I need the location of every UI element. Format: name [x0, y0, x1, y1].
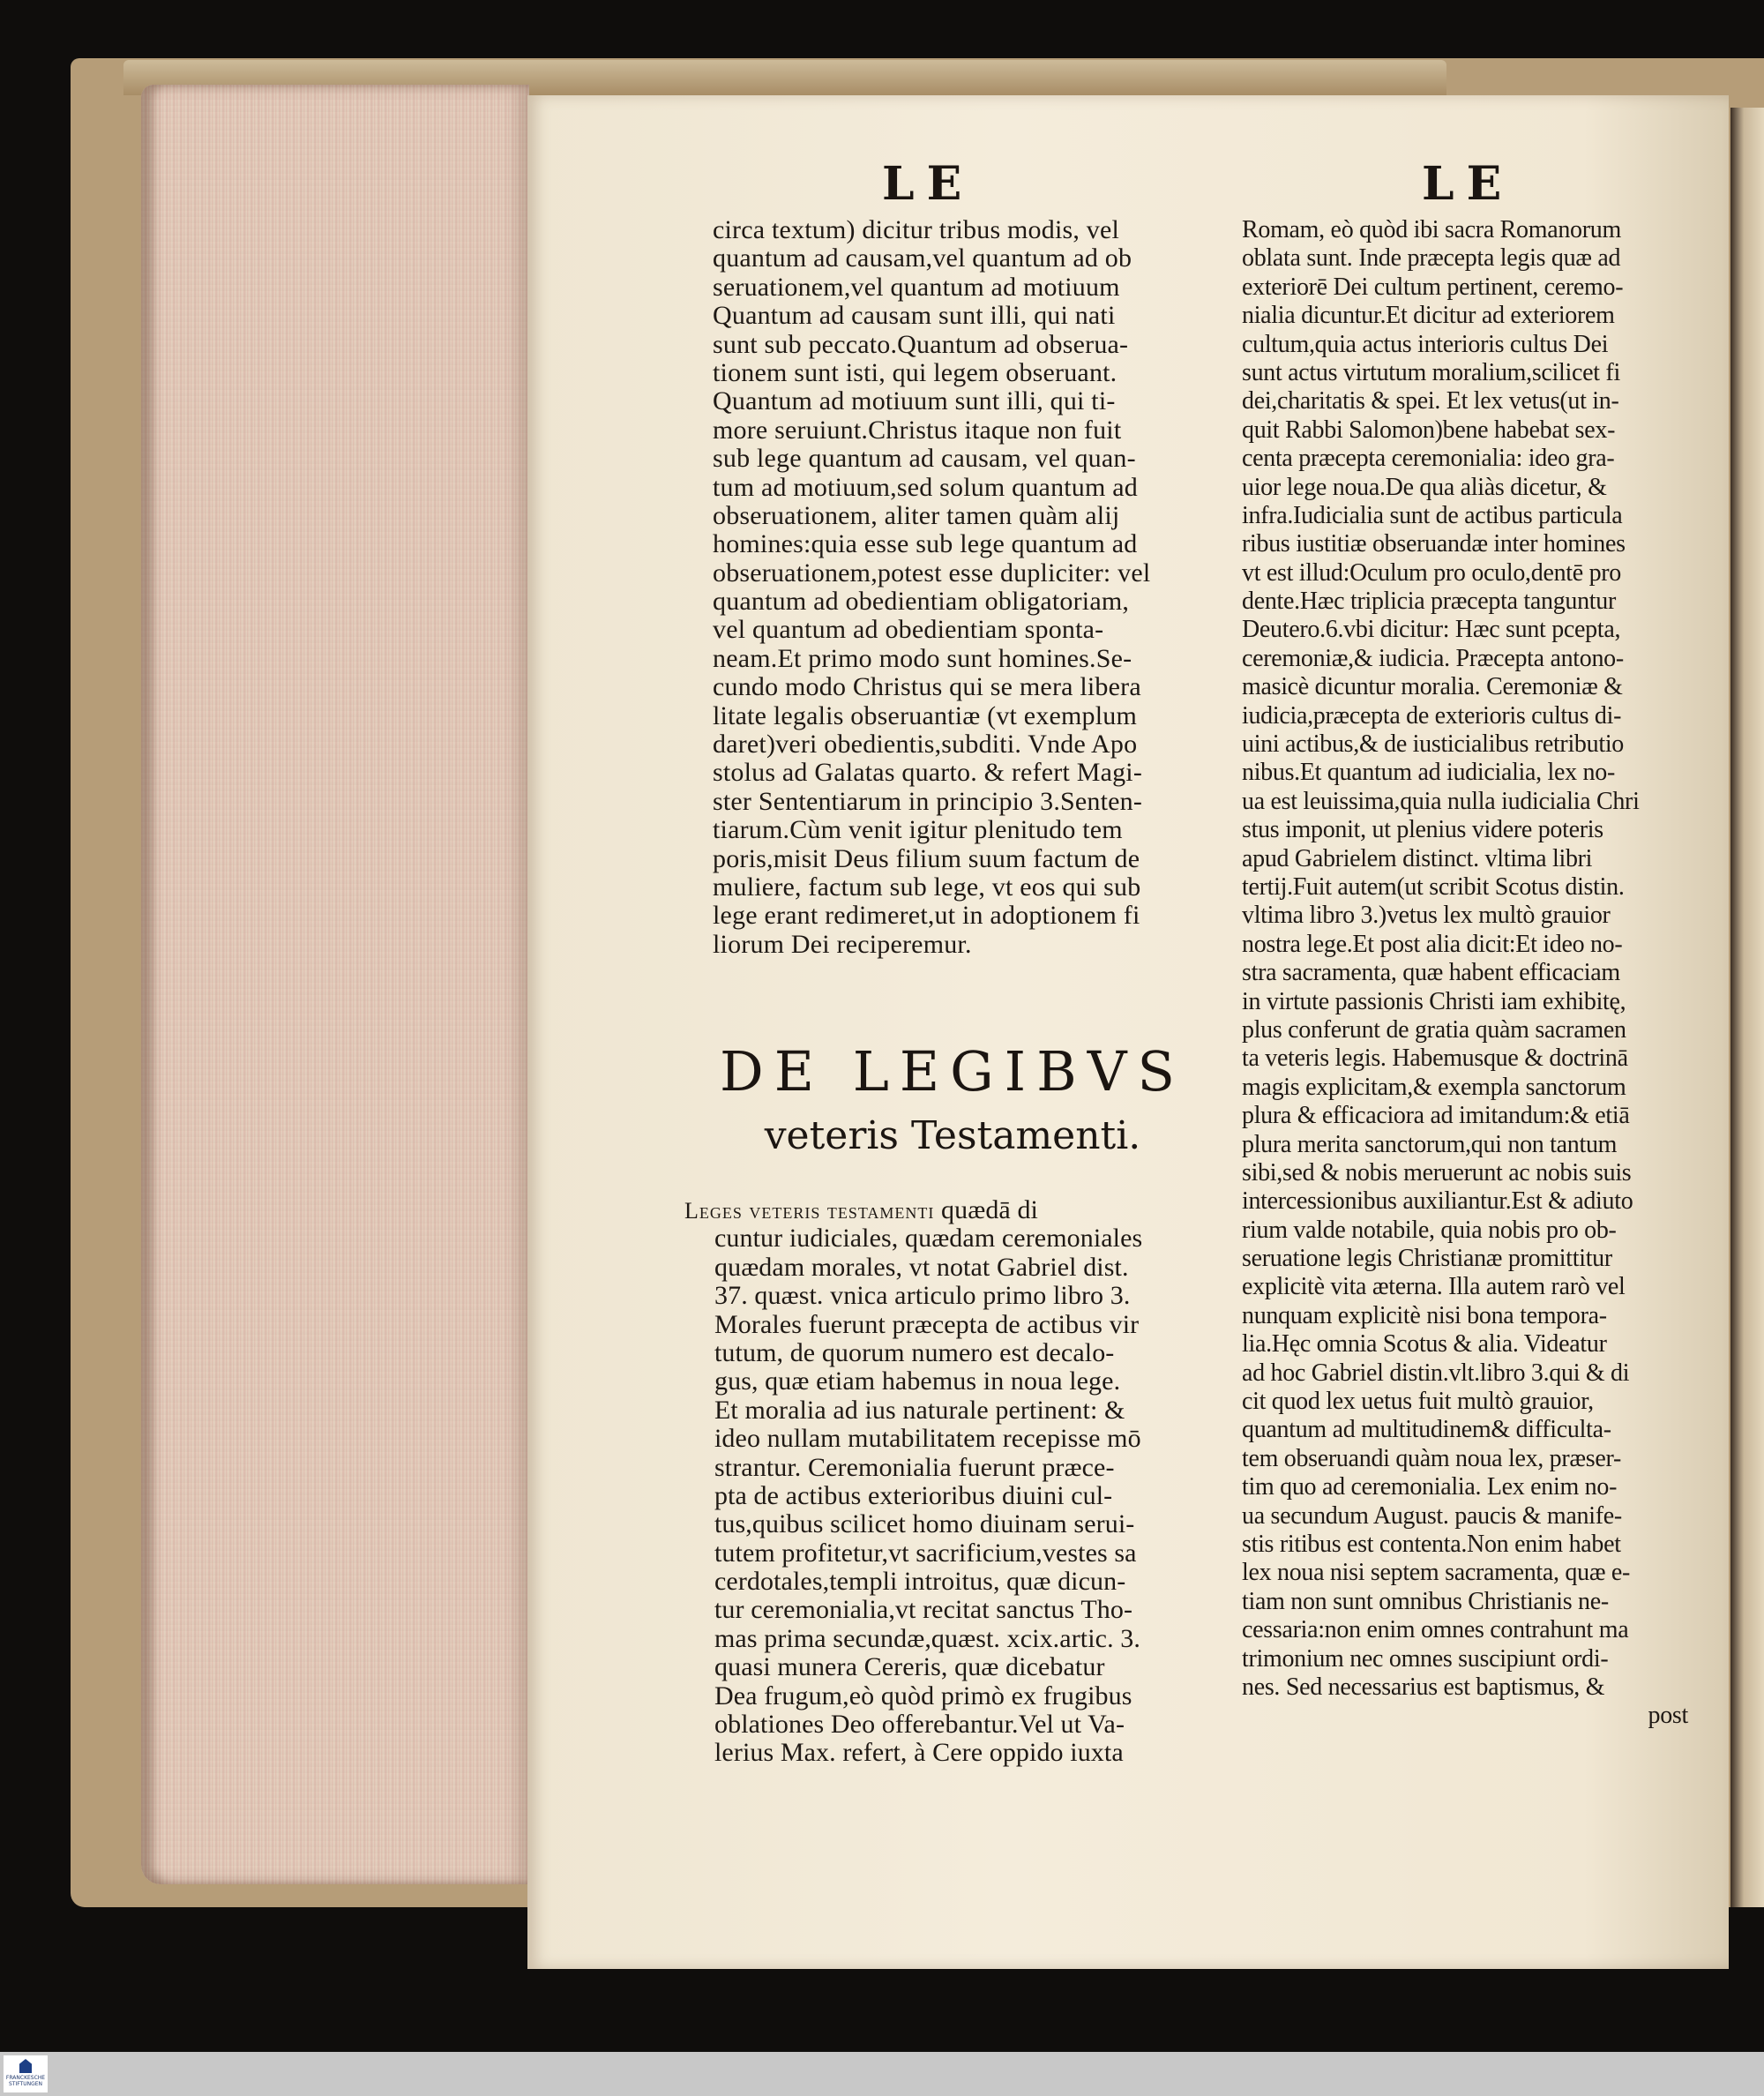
text-line: stis ritibus est contenta.Non enim habet	[1242, 1530, 1621, 1558]
text-line: exteriorē Dei cultum pertinent, ceremo-	[1242, 273, 1624, 301]
text-line: infra.Iudicialia sunt de actibus particula	[1242, 501, 1623, 529]
text-line: nostra lege.Et post alia dicit:Et ideo no-	[1242, 930, 1623, 958]
text-line: tiam non sunt omnibus Christianis ne-	[1242, 1587, 1609, 1615]
text-line: tem obseruandi quàm noua lex, præser-	[1242, 1444, 1621, 1472]
text-line: cultum,quia actus interioris cultus Dei	[1242, 330, 1609, 358]
section-title: DE LEGIBVS	[720, 1039, 1185, 1104]
text-line: tus,quibus scilicet homo diuinam serui-	[714, 1509, 1135, 1539]
text-line: quit Rabbi Salomon)bene habebat sex-	[1242, 415, 1616, 444]
text-line: litate legalis obseruantiæ (vt exemplum	[713, 700, 1138, 730]
text-line: in virtute passionis Christi iam exhibitę,	[1242, 987, 1626, 1015]
text-line: explicitè vita æterna. Illa autem rarò vel	[1242, 1273, 1626, 1301]
text-line: circa textum) dicitur tribus modis, vel	[713, 215, 1120, 244]
page-edges	[141, 85, 529, 1884]
text-line: mas prima secundæ,quæst. xcix.artic. 3.	[714, 1623, 1140, 1653]
text-line: ua est leuissima,quia nulla iudicialia Chri	[1242, 787, 1640, 815]
text-line: quantum ad causam,vel quantum ad ob	[713, 243, 1132, 273]
text-line: stra sacramenta, quæ habent efficaciam	[1242, 959, 1620, 987]
text-line: ua secundum August. paucis & manife-	[1242, 1501, 1622, 1530]
text-line: lerius Max. refert, à Cere oppido iuxta	[714, 1738, 1124, 1768]
text-line: ster Sententiarum in principio 3.Senten-	[713, 786, 1143, 816]
text-line: cessaria:non enim omnes contrahunt ma	[1242, 1616, 1629, 1644]
text-line: Dea frugum,eò quòd primò ex frugibus	[714, 1681, 1132, 1710]
text-line: ad hoc Gabriel distin.vlt.libro 3.qui & di	[1242, 1359, 1630, 1387]
text-line: tertij.Fuit autem(ut scribit Scotus distin.	[1242, 872, 1625, 901]
right-column	[1242, 216, 1692, 1731]
text-line: ideo nullam mutabilitatem recepisse mō	[714, 1424, 1141, 1454]
text-line: Romam, eò quòd ibi sacra Romanorum	[1242, 216, 1621, 243]
text-line: gus, quæ etiam habemus in noua lege.	[714, 1366, 1121, 1396]
text-line: vel quantum ad obedientiam sponta-	[713, 615, 1104, 645]
text-line: iudicia,præcepta de exterioris cultus di-	[1242, 701, 1622, 730]
text-line: cerdotales,templi introitus, quæ dicun-	[714, 1567, 1126, 1597]
text-line: stus imponit, ut plenius videre poteris	[1242, 816, 1603, 844]
text-line: ta veteris legis. Habemusque & doctrinā	[1242, 1044, 1628, 1073]
text-line: Quantum ad motiuum sunt illi, qui ti-	[713, 386, 1116, 416]
facing-page-edge	[1730, 108, 1764, 1907]
text-line: homines:quia esse sub lege quantum ad	[713, 529, 1138, 559]
text-line: intercessionibus auxiliantur.Est & adiuto	[1242, 1187, 1633, 1216]
text-line: tiarum.Cùm venit igitur plenitudo tem	[713, 815, 1123, 845]
library-logo: FRANCKESCHE STIFTUNGEN	[4, 2055, 48, 2092]
text-line: muliere, factum sub lege, vt eos qui sub	[713, 872, 1141, 902]
running-header-right: LE	[1422, 157, 1514, 211]
text-line: rium valde notabile, quia nobis pro ob-	[1242, 1216, 1617, 1244]
text-line: tutem profitetur,vt sacrificium,vestes sa	[714, 1538, 1137, 1568]
text-line: tim quo ad ceremonialia. Lex enim no-	[1242, 1473, 1618, 1501]
text-line: tum ad motiuum,sed solum quantum ad	[713, 472, 1138, 502]
text-line: Et moralia ad ius naturale pertinent: &	[714, 1395, 1125, 1425]
text-line: more seruiunt.Christus itaque non fuit	[713, 415, 1122, 445]
text-line: strantur. Ceremonialia fuerunt præce-	[714, 1452, 1115, 1482]
text-line: sunt sub peccato.Quantum ad obserua-	[713, 329, 1129, 359]
text-line: magis explicitam,& exempla sanctorum	[1242, 1073, 1626, 1101]
text-line: nibus.Et quantum ad iudicialia, lex no-	[1242, 759, 1615, 787]
text-line: lege erant redimeret,ut in adoptionem fi	[713, 901, 1140, 931]
text-line: ceremoniæ,& iudicia. Præcepta antono-	[1242, 644, 1624, 672]
viewer-footer-bar	[0, 2052, 1764, 2096]
text-line: ribus iustitiæ obseruandæ inter homines	[1242, 530, 1626, 558]
text-line: sunt actus virtutum moralium,scilicet fi	[1242, 358, 1620, 386]
text-line: sibi,sed & nobis meruerunt ac nobis suis	[1242, 1158, 1632, 1186]
running-header-left: LE	[882, 157, 975, 211]
text-line: dente.Hæc triplicia præcepta tanguntur	[1242, 588, 1617, 616]
text-line	[684, 1196, 1214, 1224]
text-line: dei,charitatis & spei. Et lex vetus(ut in-	[1242, 387, 1619, 415]
text-line: trimonium nec omnes suscipiunt ordi-	[1242, 1644, 1609, 1673]
text-line: quasi munera Cereris, quæ dicebatur	[714, 1652, 1105, 1682]
section-subtitle: veteris Testamenti.	[764, 1113, 1141, 1158]
text-line: cuntur iudiciales, quædam ceremoniales	[714, 1224, 1143, 1254]
text-line: masicè dicuntur moralia. Ceremoniæ &	[1242, 673, 1623, 701]
text-line: lex noua nisi septem sacramenta, quæ e-	[1242, 1559, 1631, 1587]
text-line: poris,misit Deus filium suum factum de	[713, 843, 1140, 873]
text-line: lia.Hęc omnia Scotus & alia. Videatur	[1242, 1330, 1607, 1359]
text-line: Quantum ad causam sunt illi, qui nati	[713, 301, 1116, 331]
text-line: sub lege quantum ad causam, vel quan-	[713, 444, 1136, 474]
initial-words: Leges veteris testamenti	[684, 1198, 935, 1224]
text-line: plura merita sanctorum,qui non tantum	[1242, 1130, 1618, 1158]
library-logo-icon	[19, 2059, 32, 2073]
text-line: quædam morales, vt notat Gabriel dist.	[714, 1252, 1129, 1282]
text-line: plura & efficaciora ad imitandum:& etiā	[1242, 1102, 1630, 1130]
text-line: daret)veri obedientis,subditi. Vnde Apo	[713, 730, 1138, 760]
text-line: seruationem,vel quantum ad motiuum	[713, 272, 1120, 302]
first-line-rest: quædā di	[934, 1195, 1038, 1224]
text-line: liorum Dei reciperemur.	[713, 929, 972, 959]
text-line: oblationes Deo offerebantur.Vel ut Va-	[714, 1710, 1125, 1740]
text-line: vt est illud:Oculum pro oculo,dentē pro	[1242, 558, 1621, 587]
text-line: neam.Et primo modo sunt homines.Se-	[713, 643, 1132, 673]
text-line: obseruationem, aliter tamen quàm alij	[713, 500, 1120, 530]
text-line: plus conferunt de gratia quàm sacramen	[1242, 1015, 1626, 1044]
text-line: pta de actibus exterioribus diuini cul-	[714, 1480, 1113, 1510]
text-line: tutum, de quorum numero est decalo-	[714, 1337, 1115, 1367]
catchword: post	[1648, 1702, 1688, 1730]
text-line: Deutero.6.vbi dicitur: Hæc sunt pcepta,	[1242, 616, 1621, 644]
text-line: nialia dicuntur.Et dicitur ad exteriorem	[1242, 302, 1615, 330]
text-line: nes. Sed necessarius est baptismus, &	[1242, 1673, 1605, 1701]
text-line: obseruationem,potest esse dupliciter: vel	[713, 558, 1151, 588]
text-line: Morales fuerunt præcepta de actibus vir	[714, 1309, 1140, 1339]
left-column-bottom	[684, 1196, 1214, 1768]
text-line: uini actibus,& de iusticialibus retributio	[1242, 730, 1624, 759]
text-line: 37. quæst. vnica articulo primo libro 3.	[714, 1281, 1131, 1311]
text-line: quantum ad obedientiam obligatoriam,	[713, 587, 1130, 617]
text-line: oblata sunt. Inde præcepta legis quæ ad	[1242, 244, 1621, 273]
text-line: tionem sunt isti, qui legem obseruant.	[713, 357, 1117, 387]
text-line: cit quod lex uetus fuit multò grauior,	[1242, 1388, 1594, 1416]
text-line: tur ceremonialia,vt recitat sanctus Tho-	[714, 1595, 1133, 1625]
text-line: nunquam explicitè nisi bona tempora-	[1242, 1301, 1607, 1329]
text-line: seruatione legis Christianæ promittitur	[1242, 1245, 1612, 1273]
text-line: vltima libro 3.)vetus lex multò grauior	[1242, 902, 1611, 930]
text-line: stolus ad Galatas quarto. & refert Magi-	[713, 758, 1143, 788]
text-line: uior lege noua.De qua aliàs dicetur, &	[1242, 473, 1607, 501]
text-line: quantum ad multitudinem& difficulta-	[1242, 1416, 1611, 1444]
text-line: cundo modo Christus qui se mera libera	[713, 672, 1141, 702]
text-line: apud Gabrielem distinct. vltima libri	[1242, 844, 1593, 872]
text-line: centa præcepta ceremonialia: ideo gra-	[1242, 445, 1615, 473]
left-column-top	[713, 216, 1212, 959]
